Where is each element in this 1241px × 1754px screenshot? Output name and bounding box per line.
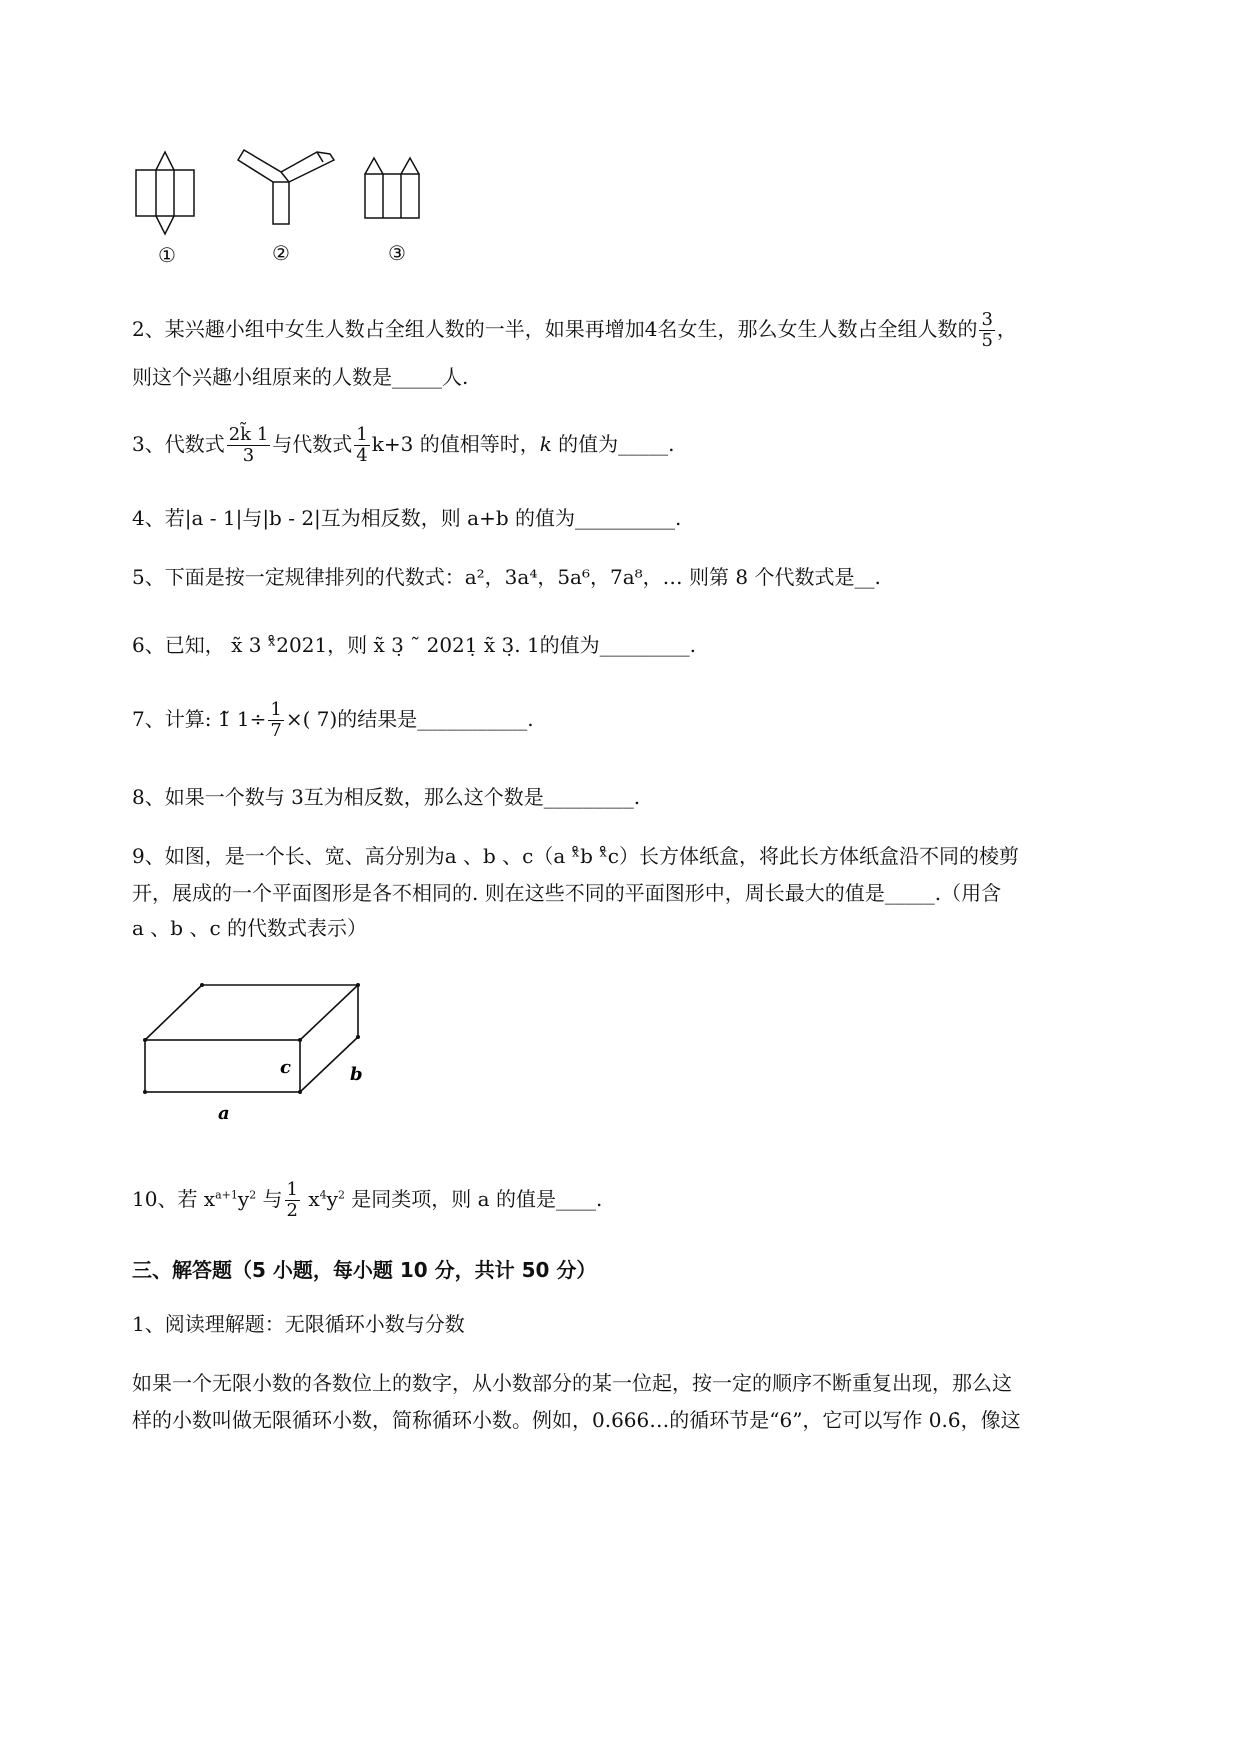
question-6: 6、已知， x̃ 3 ˣ̊2021，则 x̃ 3̣ ˜ 2021̣ x̃ 3̣. 1的值为_________. bbox=[132, 633, 697, 657]
question-9-line-3: a 、b 、c 的代数式表示） bbox=[132, 916, 367, 940]
s3-question-1-para-line-1: 如果一个无限小数的各数位上的数字，从小数部分的某一位起，按一定的顺序不断重复出现，那么这 bbox=[132, 1371, 1012, 1395]
question-7: 7、计算: 1̃ 1÷ $\frac{1}{7}$ ×( 7)的结果是___________. bbox=[132, 699, 534, 741]
question-2-line-1: 2、某兴趣小组中女生人数占全组人数的一半，如果再增加4名女生，那么女生人数占全组人数的 $\frac{3}{5}$ ， bbox=[132, 309, 1017, 351]
question-9-line-2: 开，展成的一个平面图形是各不相同的. 则在这些不同的平面图形中，周长最大的值是_____.（用含 bbox=[132, 881, 1002, 905]
label-a: a bbox=[218, 1103, 230, 1124]
question-9-line-1: 9、如图，是一个长、宽、高分别为a 、b 、c（a ˣ̊b ˣ̊c）长方体纸盒，将此长方体纸盒沿不同的棱剪 bbox=[132, 844, 1019, 868]
section-3-heading: 三、解答题（5 小题，每小题 10 分，共计 50 分） bbox=[132, 1258, 597, 1282]
label-c: c bbox=[280, 1057, 291, 1078]
cuboid-figure bbox=[130, 975, 390, 1135]
fraction-one-half: $\frac{1}{2}$ bbox=[286, 1179, 298, 1221]
question-3: 3、代数式 $\frac{2k̃ 1}{3}$ 与代数式 $\frac{1}{4}$ k+3 的值相等时，k 的值为_____. bbox=[132, 424, 675, 466]
fraction-three-fifths: $\frac{3}{5}$ bbox=[981, 309, 993, 351]
net-label-3: ③ bbox=[388, 241, 406, 265]
fraction-expression: $\frac{2k̃ 1}{3}$ bbox=[228, 424, 269, 466]
s3-question-1-para-line-2: 样的小数叫做无限循环小数，简称循环小数。例如，0.666…的循环节是“6”，它可以写作 0.6̇，像这 bbox=[132, 1408, 1021, 1432]
s3-question-1-title: 1、阅读理解题：无限循环小数与分数 bbox=[132, 1312, 465, 1336]
question-4: 4、若|a - 1|与|b - 2|互为相反数，则 a+b 的值为__________. bbox=[132, 506, 682, 530]
fraction-one-quarter: $\frac{1}{4}$ bbox=[356, 424, 368, 466]
net-label-1: ① bbox=[158, 243, 176, 267]
fraction-one-seventh: $\frac{1}{7}$ bbox=[270, 699, 282, 741]
label-b: b bbox=[350, 1064, 363, 1085]
question-5: 5、下面是按一定规律排列的代数式：a²，3a⁴，5a⁶，7a⁸，… 则第 8 个代数式是__. bbox=[132, 565, 881, 589]
question-8: 8、如果一个数与 3互为相反数，那么这个数是_________. bbox=[132, 785, 641, 809]
question-2-line-2: 则这个兴趣小组原来的人数是_____人. bbox=[132, 365, 469, 389]
question-10: 10、若 $x^{a+1}y^2$ 与 $\frac{1}{2}$ $x^4y^2$ 是同类项，则 a 的值是____. bbox=[132, 1179, 603, 1221]
net-label-2: ② bbox=[272, 241, 290, 265]
